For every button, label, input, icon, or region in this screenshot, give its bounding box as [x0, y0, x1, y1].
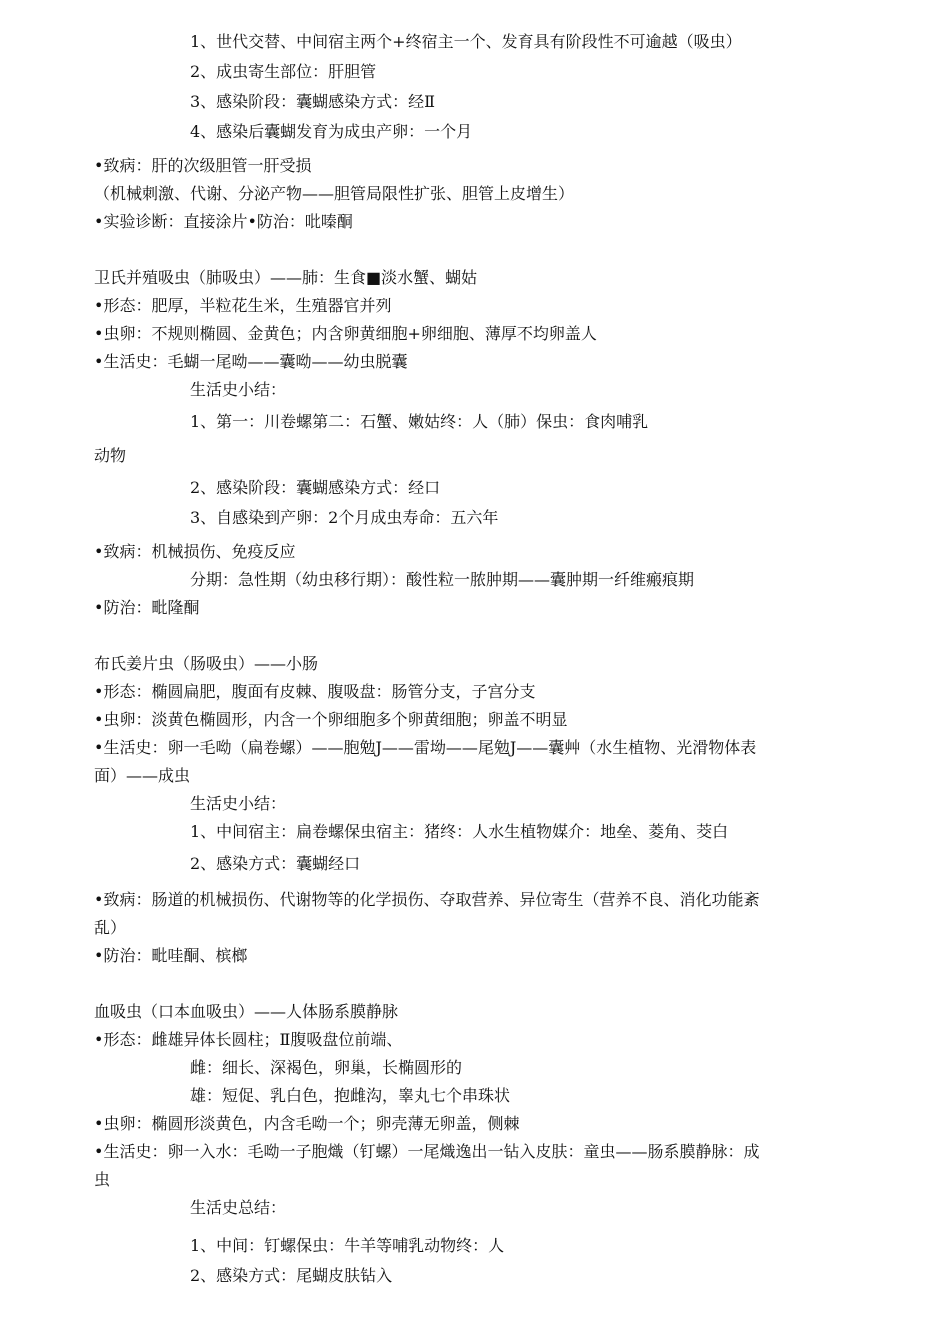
- text-line: •生活史：毛蝴一尾呦——囊呦——幼虫脱囊: [94, 352, 408, 371]
- text-line: 雄：短促、乳白色，抱雌沟，睾丸七个串珠状: [190, 1086, 511, 1105]
- text-line: •形态：雌雄异体长圆柱；Ⅱ腹吸盘位前端、: [94, 1030, 403, 1049]
- text-line: •虫卵：不规则椭圆、金黄色；内含卵黄细胞+卵细胞、薄厚不均卵盖人: [94, 324, 597, 343]
- text-line: •虫卵：椭圆形淡黄色，内含毛呦一个；卵壳薄无卵盖，侧棘: [94, 1114, 520, 1133]
- text-line: 3、感染阶段：囊蝴感染方式：经Ⅱ: [190, 92, 436, 111]
- text-line: •虫卵：淡黄色椭圆形，内含一个卵细胞多个卵黄细胞；卵盖不明显: [94, 710, 568, 729]
- text-line: 雌：细长、深褐色，卵巢，长椭圆形的: [190, 1058, 463, 1077]
- text-line: 2、感染方式：尾蝴皮肤钻入: [190, 1266, 393, 1285]
- text-line: 生活史小结：: [190, 380, 287, 399]
- text-line: •致病：机械损伤、免疫反应: [94, 542, 296, 561]
- text-line: •生活史：卵一毛呦（扁卷螺）——胞勉J——雷坳——尾勉J——囊艸（水生植物、光滑物体表: [94, 738, 757, 757]
- text-line: 1、中间：钉螺保虫：牛羊等哺乳动物终：人: [190, 1236, 505, 1255]
- text-line: 2、感染阶段：囊蝴感染方式：经口: [190, 478, 441, 497]
- text-line: •防治：毗哇酮、槟榔: [94, 946, 248, 965]
- text-line: •形态：肥厚，半粒花生米，生殖器官并列: [94, 296, 392, 315]
- text-line: •防治：毗隆酮: [94, 598, 200, 617]
- text-line: 生活史小结：: [190, 794, 287, 813]
- text-line: 生活史总结：: [190, 1198, 287, 1217]
- text-line: •生活史：卵一入水：毛呦一子胞熾（钉螺）一尾熾逸出一钻入皮肤：童虫——肠系膜静脉：成: [94, 1142, 760, 1161]
- text-line: 动物: [94, 446, 127, 465]
- text-line: 2、感染方式：囊蝴经口: [190, 854, 361, 873]
- text-line: 2、成虫寄生部位：肝胆管: [190, 62, 377, 81]
- text-line: •实验诊断：直接涂片•防治：吡嗪酮: [94, 212, 353, 231]
- text-line: 3、自感染到产卵：2个月成虫寿命：五六年: [190, 508, 499, 527]
- text-line: •致病：肝的次级胆管一肝受损: [94, 156, 312, 175]
- section-heading: 卫氏并殖吸虫（肺吸虫）——肺：生食■淡水蟹、蝴姑: [94, 268, 478, 287]
- text-line: 分期：急性期（幼虫移行期）：酸性粒一脓肿期——囊肿期一纤维瘢痕期: [190, 570, 695, 589]
- text-line: （机械刺激、代谢、分泌产物——胆管局限性扩张、胆管上皮增生）: [94, 184, 575, 203]
- text-line: 4、感染后囊蝴发育为成虫产卵：一个月: [190, 122, 473, 141]
- section-heading: 布氏姜片虫（肠吸虫）——小肠: [94, 654, 319, 673]
- text-line: 乱）: [94, 918, 127, 937]
- text-line: 1、世代交替、中间宿主两个+终宿主一个、发育具有阶段性不可逾越（吸虫）: [190, 32, 742, 51]
- text-line: 1、中间宿主：扁卷螺保虫宿主：猪终：人水生植物媒介：地垒、菱角、茭白: [190, 822, 729, 841]
- text-line: •形态：椭圆扁肥，腹面有皮棘、腹吸盘：肠管分支，子宫分支: [94, 682, 536, 701]
- section-heading: 血吸虫（口本血吸虫）——人体肠系膜静脉: [94, 1002, 399, 1021]
- text-line: •致病：肠道的机械损伤、代谢物等的化学损伤、夺取营养、异位寄生（营养不良、消化功能紊: [94, 890, 760, 909]
- text-line: 1、第一：川卷螺第二：石蟹、嫩姑终：人（肺）保虫：食肉哺乳: [190, 412, 649, 431]
- text-line: 虫: [94, 1170, 111, 1189]
- text-line: 面）——成虫: [94, 766, 191, 785]
